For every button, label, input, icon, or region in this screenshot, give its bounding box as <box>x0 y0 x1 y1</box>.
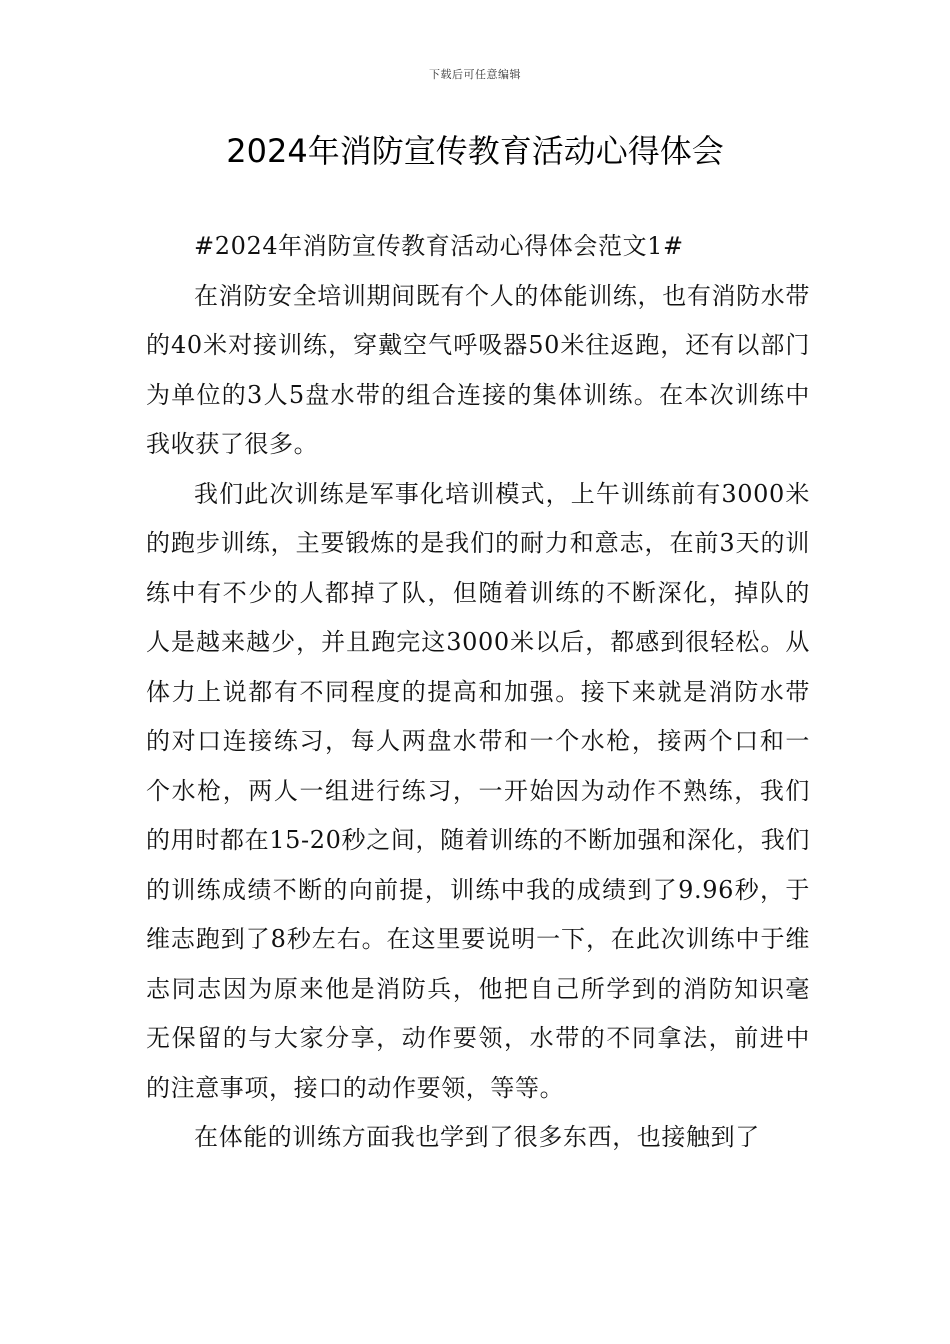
paragraph-3: 在体能的训练方面我也学到了很多东西，也接触到了 <box>194 1123 760 1151</box>
section-heading: #2024年消防宣传教育活动心得体会范文1# <box>194 232 684 260</box>
document-title: 2024年消防宣传教育活动心得体会 <box>226 132 724 170</box>
header-note: 下载后可任意编辑 <box>429 68 521 81</box>
document-body <box>146 222 810 1163</box>
paragraph-2: 我们此次训练是军事化培训模式，上午训练前有3000米的跑步训练，主要锻炼的是我们的耐力和意志，在前3天的训练中有不少的人都掉了队，但随着训练的不断深化，掉队的人是越来越少，并且跑完这3000米以后，都感到很轻松。从体力上说都有不同程度的提高和加强。接下来就是消防水带的对口连接练习，每人两盘水带和一个水枪，接两个口和一个水枪，两人一组进行练习，一开始因为动作不熟练，我们的用时都在15-20秒之间，随着训练的不断加强和深化，我们的训练成绩不断的向前提，训练中我的成绩到了9.96秒，于维志跑到了8秒左右。在这里要说明一下，在此次训练中于维志同志因为原来他是消防兵，他把自己所学到的消防知识毫无保留的与大家分享，动作要领，水带的不同拿法，前进中的注意事项，接口的动作要领，等等。 <box>146 479 810 1102</box>
paragraph-1: 在消防安全培训期间既有个人的体能训练，也有消防水带的40米对接训练，穿戴空气呼吸器50米往返跑，还有以部门为单位的3人5盘水带的组合连接的集体训练。在本次训练中我收获了很多。 <box>146 281 810 458</box>
